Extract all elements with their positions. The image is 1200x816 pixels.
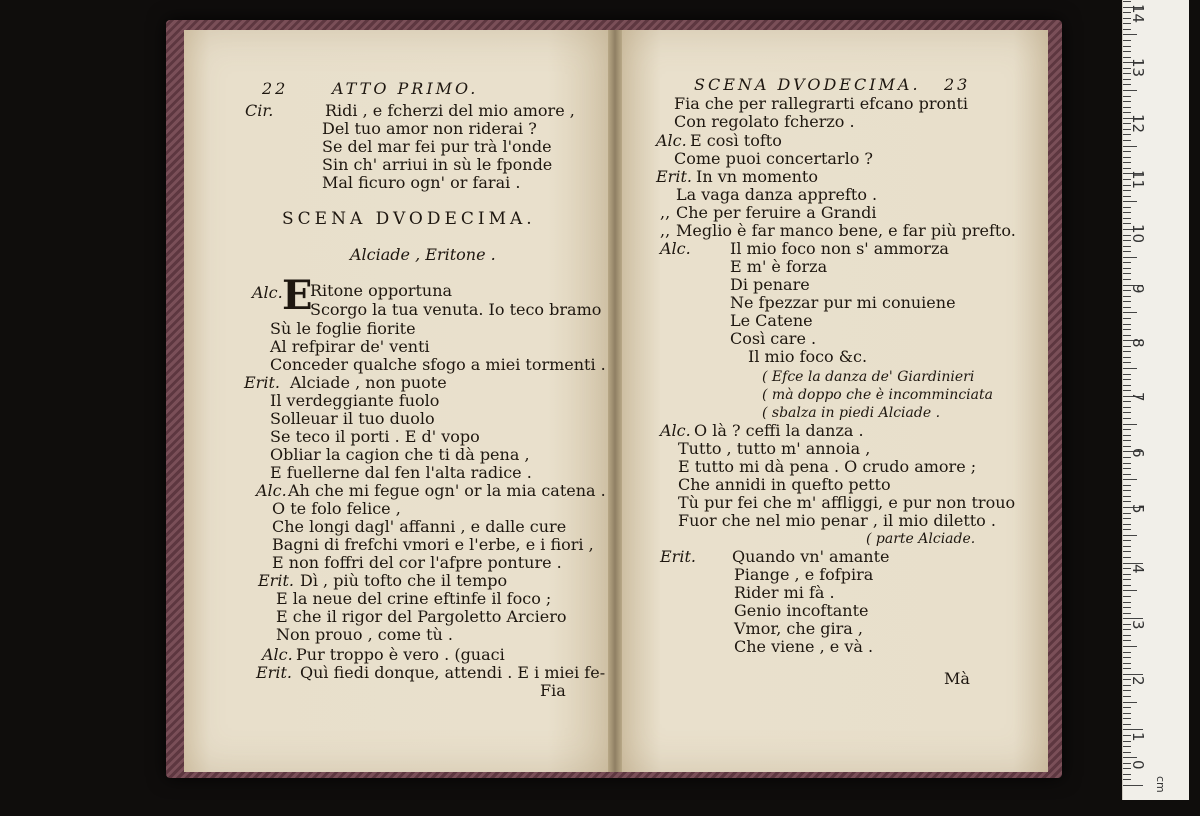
ruler-label: 1 — [1129, 732, 1147, 742]
ruler-tick — [1123, 101, 1131, 102]
verse-line: Mal ficuro ogn' or farai . — [322, 173, 521, 192]
verse-line: Il mio foco non s' ammorza — [730, 239, 949, 258]
book-gutter — [608, 30, 622, 772]
ruler-tick — [1123, 51, 1131, 52]
verse-line: In vn momento — [696, 167, 818, 186]
ruler-label: 14 — [1129, 4, 1147, 24]
verse-line: Fia che per rallegrarti efcano pronti — [674, 94, 968, 113]
speaker-label: Erit. — [660, 547, 696, 566]
ruler-tick — [1123, 435, 1131, 436]
ruler-tick — [1123, 1, 1131, 2]
verse-line: Come puoi concertarlo ? — [674, 149, 873, 168]
verse-line: Di penare — [730, 275, 810, 294]
ruler-tick — [1123, 496, 1131, 497]
ruler-tick — [1123, 168, 1131, 169]
ruler-tick — [1123, 157, 1131, 158]
verse-line: Ah che mi fegue ogn' or la mia catena . — [288, 481, 606, 500]
ruler-tick — [1123, 107, 1131, 108]
ruler-label: 12 — [1129, 114, 1147, 134]
ruler-tick — [1123, 613, 1131, 614]
verse-line: E non foffri del cor l'afpre ponture . — [272, 553, 562, 572]
ruler-label: 5 — [1129, 504, 1147, 514]
catchword: Mà — [944, 669, 970, 688]
verse-line: Ridi , e fcherzi del mio amore , — [325, 101, 575, 120]
page-number: 22 — [262, 79, 289, 98]
ruler-label: 11 — [1129, 170, 1147, 190]
ruler-label: 6 — [1129, 448, 1147, 458]
character-list: Alciade , Eritone . — [350, 245, 496, 264]
verse-line: Meglio è far manco bene, e far più prefto. — [676, 221, 1016, 240]
ruler-tick — [1123, 546, 1131, 547]
ruler-tick — [1123, 379, 1131, 380]
verse-line: Piange , e fofpira — [734, 565, 874, 584]
ruler-tick — [1123, 501, 1131, 502]
ruler-unit: cm — [1154, 776, 1167, 793]
running-head: ATTO PRIMO. — [332, 79, 479, 98]
ruler-tick — [1123, 551, 1131, 552]
verse-line: Solleuar il tuo duolo — [270, 409, 435, 428]
speaker-label: Erit. — [244, 373, 280, 392]
verse-line: Che per feruire a Grandi — [676, 203, 877, 222]
verse-line: Così care . — [730, 329, 817, 348]
verse-line: E m' è forza — [730, 257, 828, 276]
verse-line: Non prouo , come tù . — [276, 625, 453, 644]
verse-line: Quando vn' amante — [732, 547, 890, 566]
verse-line: Bagni di frefchi vmori e l'erbe, e i fiori , — [272, 535, 594, 554]
stage-direction: ( sbalza in piedi Alciade . — [762, 405, 941, 421]
ruler-tick — [1123, 212, 1131, 213]
ruler-tick — [1123, 385, 1131, 386]
verse-line: Sin ch' arriui in sù le fponde — [322, 155, 553, 174]
verse-line: E che il rigor del Pargoletto Arciero — [276, 607, 567, 626]
stage-direction: ( parte Alciade. — [866, 531, 976, 547]
verse-line: Scorgo la tua venuta. Io teco bramo — [310, 300, 602, 319]
quote-mark: ,, — [660, 221, 671, 240]
verse-line: Il mio foco &c. — [748, 347, 868, 366]
ruler-tick — [1123, 718, 1131, 719]
stage-direction: ( mà doppo che è incomminciata — [762, 387, 993, 403]
speaker-label: Alc. — [262, 645, 293, 664]
running-head: SCENA DVODECIMA. — [694, 75, 921, 94]
speaker-label: Erit. — [656, 167, 692, 186]
ruler-tick — [1123, 729, 1143, 730]
speaker-label: Alc. — [252, 283, 283, 302]
speaker-label: Alc. — [660, 421, 691, 440]
speaker-label: Erit. — [256, 663, 292, 682]
ruler-label: 2 — [1129, 676, 1147, 686]
scene-title: SCENA DVODECIMA. — [282, 209, 536, 229]
ruler-label: 4 — [1129, 564, 1147, 574]
verse-line: Quì fiedi donque, attendi . E i miei fe- — [300, 663, 606, 682]
ruler-label: 0 — [1129, 760, 1147, 770]
ruler-tick — [1123, 668, 1131, 669]
verse-line: Pur troppo è vero . (guaci — [296, 645, 505, 664]
verse-line: Tù pur fei che m' affliggi, e pur non trouo — [678, 493, 1016, 512]
ruler-label: 3 — [1129, 620, 1147, 630]
ruler-label: 7 — [1129, 392, 1147, 402]
ruler-tick — [1123, 273, 1131, 274]
verse-line: O te folo felice , — [272, 499, 401, 518]
speaker-label: Alc. — [256, 481, 287, 500]
page-number: 23 — [944, 75, 971, 94]
verse-line: Il verdeggiante fuolo — [270, 391, 440, 410]
ruler-tick — [1123, 440, 1131, 441]
verse-line: Al refpirar de' venti — [270, 337, 430, 356]
verse-line: Rider mi fà . — [734, 583, 835, 602]
ruler-tick — [1123, 335, 1131, 336]
ruler-tick — [1123, 268, 1131, 269]
verse-line: Che viene , e và . — [734, 637, 874, 656]
verse-line: E tutto mi dà pena . O crudo amore ; — [678, 457, 977, 476]
verse-line: Le Catene — [730, 311, 813, 330]
verse-line: Tutto , tutto m' annoia , — [678, 439, 871, 458]
measurement-ruler — [1122, 0, 1189, 800]
ruler-tick — [1123, 162, 1131, 163]
verse-line: O là ? ceffi la danza . — [694, 421, 864, 440]
ruler-tick — [1123, 607, 1131, 608]
ruler-tick — [1123, 329, 1131, 330]
ruler-tick — [1123, 674, 1143, 675]
verse-line: Che annidi in quefto petto — [678, 475, 891, 494]
verse-line: La vaga danza apprefto . — [676, 185, 878, 204]
verse-line: Ritone opportuna — [310, 281, 453, 300]
verse-line: Vmor, che gira , — [734, 619, 863, 638]
verse-line: Genio incoftante — [734, 601, 869, 620]
verse-line: Se teco il porti . E d' vopo — [270, 427, 480, 446]
verse-line: Del tuo amor non riderai ? — [322, 119, 537, 138]
ruler-tick — [1123, 663, 1131, 664]
speaker-label: Erit. — [258, 571, 294, 590]
verse-line: Ne fpezzar pur mi conuiene — [730, 293, 956, 312]
verse-line: Dì , più tofto che il tempo — [300, 571, 508, 590]
verse-line: E così tofto — [690, 131, 782, 150]
ruler-tick — [1123, 557, 1131, 558]
ruler-tick — [1123, 446, 1131, 447]
verse-line: Che longi dagl' affanni , e dalle cure — [272, 517, 567, 536]
drop-cap: E — [282, 272, 313, 319]
quote-mark: ,, — [660, 203, 671, 222]
verse-line: E la neue del crine eftinfe il foco ; — [276, 589, 552, 608]
ruler-tick — [1123, 218, 1131, 219]
ruler-label: 8 — [1129, 338, 1147, 348]
ruler-tick — [1123, 490, 1131, 491]
ruler-label: 9 — [1129, 284, 1147, 294]
speaker-label: Cir. — [245, 101, 274, 120]
verse-line: Con regolato fcherzo . — [674, 112, 855, 131]
catchword: Fia — [540, 681, 566, 700]
ruler-label: 13 — [1129, 58, 1147, 78]
verse-line: E fuellerne dal fen l'alta radice . — [270, 463, 532, 482]
verse-line: Sù le foglie fiorite — [270, 319, 416, 338]
ruler-tick — [1123, 724, 1131, 725]
verse-line: Conceder qualche sfogo a miei tormenti . — [270, 355, 606, 374]
speaker-label: Alc. — [656, 131, 687, 150]
verse-line: Obliar la cagion che ti dà pena , — [270, 445, 530, 464]
verse-line: Se del mar fei pur trà l'onde — [322, 137, 552, 156]
stage-direction: ( Efce la danza de' Giardinieri — [762, 369, 975, 385]
verse-line: Fuor che nel mio penar , il mio diletto . — [678, 511, 996, 530]
ruler-label: 10 — [1129, 224, 1147, 244]
ruler-tick — [1123, 46, 1131, 47]
speaker-label: Alc. — [660, 239, 691, 258]
verse-line: Alciade , non puote — [290, 373, 447, 392]
ruler-tick — [1123, 279, 1131, 280]
